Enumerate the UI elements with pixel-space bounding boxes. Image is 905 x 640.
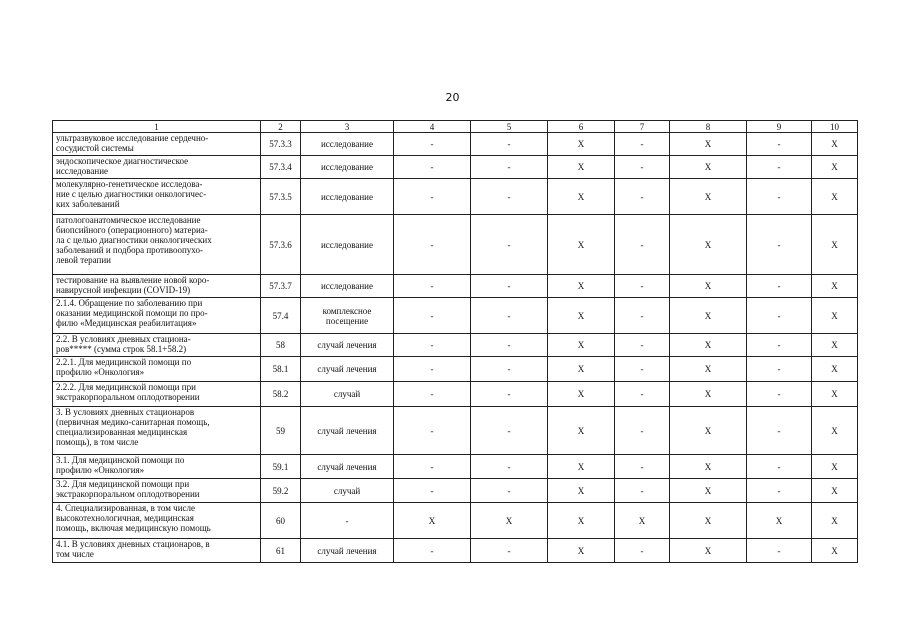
row-unit-line: посещение	[325, 315, 369, 326]
row-name-line: ультразвуковое исследование сердечно-	[56, 133, 209, 143]
row-name-line: левой терапии	[56, 255, 111, 265]
row-value-cell: -	[747, 179, 812, 215]
table-row	[53, 479, 858, 503]
row-code-cell: 59.1	[261, 455, 301, 479]
row-value-cell: X	[812, 334, 858, 357]
row-name-line: оказании медицинской помощи по про-	[56, 308, 208, 318]
row-name-line: 2.2.2. Для медицинской помощи при	[56, 382, 196, 392]
row-value-cell: -	[615, 479, 670, 503]
column-header: 10	[812, 121, 858, 133]
row-unit-cell	[301, 382, 394, 407]
row-name-line: эндоскопическое диагностическое	[56, 156, 189, 166]
row-value-cell: -	[615, 539, 670, 563]
row-unit-line: исследование	[320, 239, 373, 250]
row-name-line: 3.1. Для медицинской помощи по	[56, 455, 185, 465]
row-unit-line: комплексное	[322, 305, 372, 316]
row-value-cell: X	[548, 156, 615, 179]
row-value-cell: -	[394, 179, 471, 215]
row-value-cell: X	[670, 215, 747, 275]
row-unit-cell	[301, 215, 394, 275]
row-value-cell: X	[394, 503, 471, 539]
row-unit-cell	[301, 275, 394, 298]
row-code-cell: 57.4	[261, 298, 301, 334]
row-code-cell: 61	[261, 539, 301, 563]
row-name-cell	[53, 357, 261, 382]
row-value-cell: -	[747, 479, 812, 503]
row-value-cell: -	[394, 334, 471, 357]
row-name-cell	[53, 298, 261, 334]
row-value-cell: X	[812, 479, 858, 503]
table-row	[53, 156, 858, 179]
row-value-cell: -	[394, 156, 471, 179]
row-name-line: помощь), в том числе	[56, 437, 139, 447]
row-value-cell: X	[812, 215, 858, 275]
row-value-cell: -	[394, 407, 471, 455]
row-value-cell: -	[615, 275, 670, 298]
row-name-line: экстракорпоральном оплодотворении	[56, 392, 200, 402]
row-value-cell: -	[471, 275, 548, 298]
table-row	[53, 179, 858, 215]
row-value-cell: -	[394, 215, 471, 275]
row-value-cell: X	[548, 503, 615, 539]
row-value-cell: X	[548, 382, 615, 407]
row-value-cell: X	[812, 179, 858, 215]
row-value-cell: X	[670, 539, 747, 563]
row-value-cell: X	[548, 133, 615, 156]
row-value-cell: X	[812, 275, 858, 298]
column-header: 4	[394, 121, 471, 133]
row-unit-line: исследование	[320, 281, 373, 291]
row-value-cell: X	[747, 503, 812, 539]
row-name-line: ние с целью диагностики онкологичес-	[56, 189, 207, 199]
row-name-line: 2.1.4. Обращение по заболеванию при	[56, 298, 203, 308]
row-value-cell: X	[812, 357, 858, 382]
row-name-cell	[53, 156, 261, 179]
row-code-cell: 60	[261, 503, 301, 539]
row-value-cell: X	[548, 479, 615, 503]
row-value-cell: -	[615, 179, 670, 215]
row-value-cell: -	[471, 357, 548, 382]
row-value-cell: -	[394, 382, 471, 407]
row-unit-cell	[301, 298, 394, 334]
row-code-cell: 58.1	[261, 357, 301, 382]
row-value-cell: -	[471, 479, 548, 503]
row-value-cell: X	[670, 275, 747, 298]
row-value-cell: -	[747, 539, 812, 563]
row-name-cell	[53, 133, 261, 156]
row-unit-cell	[301, 503, 394, 539]
row-code-cell: 57.3.3	[261, 133, 301, 156]
row-value-cell: -	[394, 133, 471, 156]
table-row	[53, 133, 858, 156]
row-unit-line: случай лечения	[317, 545, 377, 556]
row-value-cell: -	[747, 215, 812, 275]
page-number: 20	[445, 91, 460, 104]
table-row	[53, 455, 858, 479]
row-unit-cell	[301, 407, 394, 455]
column-header: 8	[670, 121, 747, 133]
row-name-line: профилю «Онкология»	[56, 465, 145, 475]
row-value-cell: -	[471, 156, 548, 179]
row-value-cell: X	[670, 503, 747, 539]
row-name-line: высокотехнологичная, медицинская	[56, 513, 194, 523]
row-unit-cell	[301, 179, 394, 215]
row-code-cell: 57.3.6	[261, 215, 301, 275]
row-name-line: 2.2.1. Для медицинской помощи по	[56, 357, 192, 367]
row-value-cell: X	[812, 455, 858, 479]
row-value-cell: -	[747, 133, 812, 156]
row-value-cell: -	[394, 298, 471, 334]
row-name-line: сосудистой системы	[56, 143, 134, 153]
row-unit-line: случай лечения	[317, 364, 377, 374]
row-value-cell: -	[471, 133, 548, 156]
row-value-cell: -	[471, 179, 548, 215]
row-value-cell: X	[670, 179, 747, 215]
row-name-line: экстракорпоральном оплодотворении	[56, 489, 200, 499]
row-code-cell: 58	[261, 334, 301, 357]
row-value-cell: X	[670, 334, 747, 357]
row-value-cell: -	[747, 298, 812, 334]
row-value-cell: X	[670, 156, 747, 179]
row-name-line: биопсийного (операционного) материа-	[56, 225, 208, 235]
row-value-cell: X	[812, 382, 858, 407]
row-value-cell: -	[615, 133, 670, 156]
row-name-line: патологоанатомическое исследование	[56, 215, 201, 225]
row-name-cell	[53, 179, 261, 215]
row-value-cell: -	[471, 382, 548, 407]
row-name-cell	[53, 334, 261, 357]
row-value-cell: -	[747, 455, 812, 479]
row-value-cell: X	[548, 215, 615, 275]
row-name-line: 3. В условиях дневных стационаров	[56, 407, 195, 417]
column-header: 2	[261, 121, 301, 133]
row-name-line: (первичная медико-санитарная помощь,	[56, 417, 210, 427]
row-unit-cell	[301, 479, 394, 503]
row-name-cell	[53, 479, 261, 503]
table-row	[53, 275, 858, 298]
row-name-line: заболеваний и подбора противоопухо-	[56, 245, 203, 255]
row-unit-line: случай	[333, 485, 361, 496]
row-unit-cell	[301, 156, 394, 179]
header-row	[53, 121, 858, 133]
row-name-cell	[53, 503, 261, 539]
row-value-cell: -	[615, 156, 670, 179]
row-name-cell	[53, 455, 261, 479]
row-value-cell: -	[615, 298, 670, 334]
table-row	[53, 539, 858, 563]
row-name-cell	[53, 539, 261, 563]
row-code-cell: 59	[261, 407, 301, 455]
row-value-cell: X	[548, 179, 615, 215]
table-row	[53, 382, 858, 407]
row-value-cell: -	[394, 479, 471, 503]
row-value-cell: X	[548, 539, 615, 563]
row-unit-cell	[301, 539, 394, 563]
row-value-cell: -	[747, 334, 812, 357]
table-row	[53, 407, 858, 455]
table-row	[53, 503, 858, 539]
row-unit-line: исследование	[320, 191, 373, 202]
row-value-cell: -	[615, 334, 670, 357]
row-code-cell: 59.2	[261, 479, 301, 503]
row-code-cell: 57.3.7	[261, 275, 301, 298]
row-value-cell: X	[812, 539, 858, 563]
row-value-cell: X	[670, 455, 747, 479]
row-value-cell: -	[471, 539, 548, 563]
row-unit-cell	[301, 133, 394, 156]
row-value-cell: -	[747, 357, 812, 382]
column-header: 7	[615, 121, 670, 133]
row-value-cell: -	[471, 334, 548, 357]
row-value-cell: X	[670, 382, 747, 407]
row-name-line: молекулярно-генетическое исследова-	[56, 179, 203, 189]
row-value-cell: X	[471, 503, 548, 539]
row-value-cell: X	[548, 334, 615, 357]
row-value-cell: -	[615, 215, 670, 275]
row-unit-cell	[301, 334, 394, 357]
row-value-cell: X	[670, 357, 747, 382]
row-unit-line: случай лечения	[317, 340, 377, 350]
row-value-cell: X	[548, 455, 615, 479]
row-value-cell: -	[747, 275, 812, 298]
row-code-cell: 58.2	[261, 382, 301, 407]
row-value-cell: X	[812, 503, 858, 539]
row-value-cell: -	[394, 539, 471, 563]
table-row	[53, 357, 858, 382]
row-value-cell: X	[812, 133, 858, 156]
row-value-cell: -	[747, 156, 812, 179]
row-name-line: 3.2. Для медицинской помощи при	[56, 479, 190, 489]
row-name-line: исследование	[56, 166, 109, 176]
row-value-cell: -	[615, 407, 670, 455]
row-value-cell: -	[747, 382, 812, 407]
column-header: 6	[548, 121, 615, 133]
row-unit-line: исследование	[320, 162, 373, 172]
row-unit-line: исследование	[320, 139, 373, 149]
row-value-cell: X	[548, 275, 615, 298]
row-value-cell: X	[670, 407, 747, 455]
row-name-line: профилю «Онкология»	[56, 367, 145, 377]
row-value-cell: -	[615, 357, 670, 382]
column-header: 1	[53, 121, 261, 133]
row-name-cell	[53, 382, 261, 407]
row-value-cell: X	[548, 407, 615, 455]
row-unit-line: случай	[333, 389, 361, 399]
row-value-cell: -	[615, 455, 670, 479]
row-name-line: 4.1. В условиях дневных стационаров, в	[56, 539, 210, 549]
table-row	[53, 298, 858, 334]
row-value-cell: -	[394, 455, 471, 479]
row-value-cell: -	[471, 407, 548, 455]
row-value-cell: -	[747, 407, 812, 455]
row-name-cell	[53, 407, 261, 455]
row-unit-line: случай лечения	[317, 461, 377, 472]
row-name-line: ров***** (сумма строк 58.1+58.2)	[56, 344, 187, 354]
data-table	[52, 120, 858, 563]
row-name-cell	[53, 275, 261, 298]
row-value-cell: X	[615, 503, 670, 539]
row-name-line: тестирование на выявление новой коро-	[56, 275, 210, 285]
row-value-cell: -	[471, 455, 548, 479]
row-value-cell: X	[812, 156, 858, 179]
row-name-cell	[53, 215, 261, 275]
row-value-cell: X	[670, 133, 747, 156]
row-name-line: помощь, включая медицинскую помощь	[56, 523, 211, 533]
row-value-cell: X	[670, 298, 747, 334]
row-value-cell: -	[471, 215, 548, 275]
row-value-cell: X	[548, 298, 615, 334]
row-unit-cell	[301, 455, 394, 479]
row-name-line: ких заболеваний	[56, 199, 120, 209]
row-code-cell: 57.3.5	[261, 179, 301, 215]
row-name-line: филю «Медицинская реабилитация»	[56, 318, 197, 328]
table-row	[53, 215, 858, 275]
row-value-cell: X	[670, 479, 747, 503]
row-unit-line: случай лечения	[317, 425, 377, 436]
row-value-cell: -	[615, 382, 670, 407]
row-code-cell: 57.3.4	[261, 156, 301, 179]
column-header: 5	[471, 121, 548, 133]
column-header: 9	[747, 121, 812, 133]
row-value-cell: X	[548, 357, 615, 382]
row-unit-line: -	[345, 515, 349, 526]
row-value-cell: X	[812, 298, 858, 334]
row-name-line: специализированная медицинская	[56, 427, 188, 437]
row-name-line: навирусной инфекции (COVID-19)	[56, 285, 191, 295]
row-value-cell: X	[812, 407, 858, 455]
row-value-cell: -	[394, 357, 471, 382]
row-unit-cell	[301, 357, 394, 382]
table-row	[53, 334, 858, 357]
row-name-line: том числе	[56, 549, 94, 559]
row-name-line: ла с целью диагностики онкологических	[56, 235, 212, 245]
table-body	[53, 133, 858, 563]
column-header: 3	[301, 121, 394, 133]
row-name-line: 4. Специализированная, в том числе	[56, 503, 196, 513]
row-value-cell: -	[471, 298, 548, 334]
row-value-cell: -	[394, 275, 471, 298]
row-name-line: 2.2. В условиях дневных стациона-	[56, 334, 191, 344]
